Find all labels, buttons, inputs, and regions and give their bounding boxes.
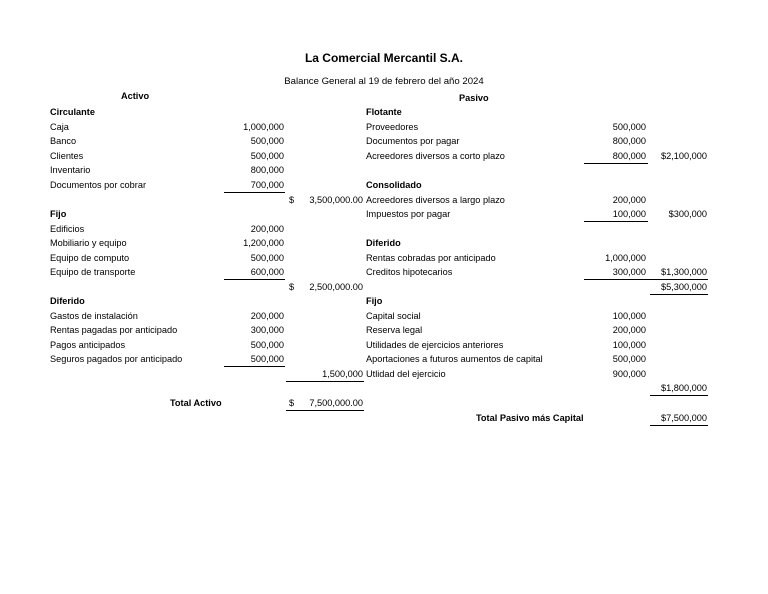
line-item-amount: 500,000: [250, 253, 284, 263]
document-title: La Comercial Mercantil S.A.: [304, 51, 464, 65]
line-item-amount: 300,000: [612, 267, 646, 277]
line-item-label: Acreedores diversos a largo plazo: [366, 195, 505, 205]
line-item-label: Clientes: [50, 151, 84, 161]
line-item-amount: 200,000: [612, 325, 646, 335]
line-item-label: Impuestos por pagar: [366, 209, 451, 219]
total-amount: 3,500,000.00: [309, 195, 363, 205]
line-item-label: Utlidad del ejercicio: [366, 369, 446, 379]
section-consolidado: Consolidado: [366, 180, 422, 190]
line-item-amount: 900,000: [612, 369, 646, 379]
line-item-amount: 1,200,000: [243, 238, 284, 248]
line-item-amount: 100,000: [612, 340, 646, 350]
underline: [584, 221, 648, 222]
total-amount: 2,500,000.00: [309, 282, 363, 292]
underline: [650, 395, 708, 396]
line-item-amount: 500,000: [250, 136, 284, 146]
line-item-label: Documentos por pagar: [366, 136, 460, 146]
line-item-amount: 500,000: [612, 122, 646, 132]
underline: [286, 410, 364, 411]
section-circulante: Circulante: [50, 107, 95, 117]
line-item-label: Rentas cobradas por anticipado: [366, 253, 496, 263]
line-item-label: Mobiliario y equipo: [50, 238, 127, 248]
line-item-amount: 600,000: [250, 267, 284, 277]
diferido-pasivo-total: $1,300,000: [661, 267, 707, 277]
line-item-label: Utilidades de ejercicios anteriores: [366, 340, 504, 350]
line-item-amount: 300,000: [250, 325, 284, 335]
line-item-label: Reserva legal: [366, 325, 423, 335]
line-item-amount: 500,000: [250, 340, 284, 350]
underline: [650, 294, 708, 295]
total-activo-label: Total Activo: [170, 398, 222, 408]
currency-symbol: $: [289, 398, 295, 408]
section-fijo-capital: Fijo: [366, 296, 383, 306]
consolidado-total: $300,000: [668, 209, 707, 219]
total-amount: 7,500,000.00: [309, 398, 363, 408]
line-item-amount: 500,000: [250, 151, 284, 161]
flotante-total: $2,100,000: [661, 151, 707, 161]
section-diferido: Diferido: [50, 296, 85, 306]
line-item-label: Acreedores diversos a corto plazo: [366, 151, 505, 161]
circulante-total: [289, 195, 363, 206]
total-activo: [289, 398, 363, 409]
line-item-amount: 200,000: [612, 195, 646, 205]
line-item-label: Equipo de computo: [50, 253, 130, 263]
line-item-amount: 800,000: [612, 136, 646, 146]
line-item-label: Pagos anticipados: [50, 340, 126, 350]
section-flotante: Flotante: [366, 107, 402, 117]
diferido-total: 1,500,000: [322, 369, 363, 379]
underline: [286, 381, 364, 382]
line-item-amount: 200,000: [250, 311, 284, 321]
pasivo-header: Pasivo: [459, 93, 489, 103]
line-item-amount: 500,000: [612, 354, 646, 364]
line-item-amount: 100,000: [612, 209, 646, 219]
underline: [224, 279, 285, 280]
line-item-label: Gastos de instalación: [50, 311, 138, 321]
underline: [224, 192, 285, 193]
line-item-label: Capital social: [366, 311, 421, 321]
currency-symbol: $: [289, 282, 295, 292]
line-item-label: Banco: [50, 136, 77, 146]
line-item-label: Creditos hipotecarios: [366, 267, 453, 277]
line-item-label: Caja: [50, 122, 69, 132]
line-item-amount: 800,000: [612, 151, 646, 161]
line-item-amount: 100,000: [612, 311, 646, 321]
line-item-label: Inventario: [50, 165, 91, 175]
currency-symbol: $: [289, 195, 295, 205]
fijo-total: [289, 282, 363, 293]
underline: [584, 163, 648, 164]
total-pasivo-label: Total Pasivo más Capital: [476, 413, 584, 423]
line-item-label: Equipo de transporte: [50, 267, 136, 277]
capital-total: $1,800,000: [661, 383, 707, 393]
total-pasivo: $7,500,000: [661, 413, 707, 423]
line-item-amount: 700,000: [250, 180, 284, 190]
line-item-amount: 1,000,000: [243, 122, 284, 132]
line-item-amount: 200,000: [250, 224, 284, 234]
line-item-amount: 500,000: [250, 354, 284, 364]
line-item-amount: 1,000,000: [605, 253, 646, 263]
line-item-label: Seguros pagados por anticipado: [50, 354, 183, 364]
line-item-label: Proveedores: [366, 122, 419, 132]
underline: [650, 425, 708, 426]
line-item-label: Documentos por cobrar: [50, 180, 147, 190]
line-item-label: Rentas pagadas por anticipado: [50, 325, 178, 335]
section-fijo: Fijo: [50, 209, 67, 219]
underline: [584, 279, 708, 280]
section-diferido-pasivo: Diferido: [366, 238, 401, 248]
activo-header: Activo: [121, 91, 150, 101]
line-item-label: Edificios: [50, 224, 85, 234]
pasivo-grand-total: $5,300,000: [661, 282, 707, 292]
document-subtitle: Balance General al 19 de febrero del año 2024: [284, 76, 484, 87]
line-item-amount: 800,000: [250, 165, 284, 175]
underline: [224, 366, 285, 367]
line-item-label: Aportaciones a futuros aumentos de capital: [366, 354, 543, 364]
